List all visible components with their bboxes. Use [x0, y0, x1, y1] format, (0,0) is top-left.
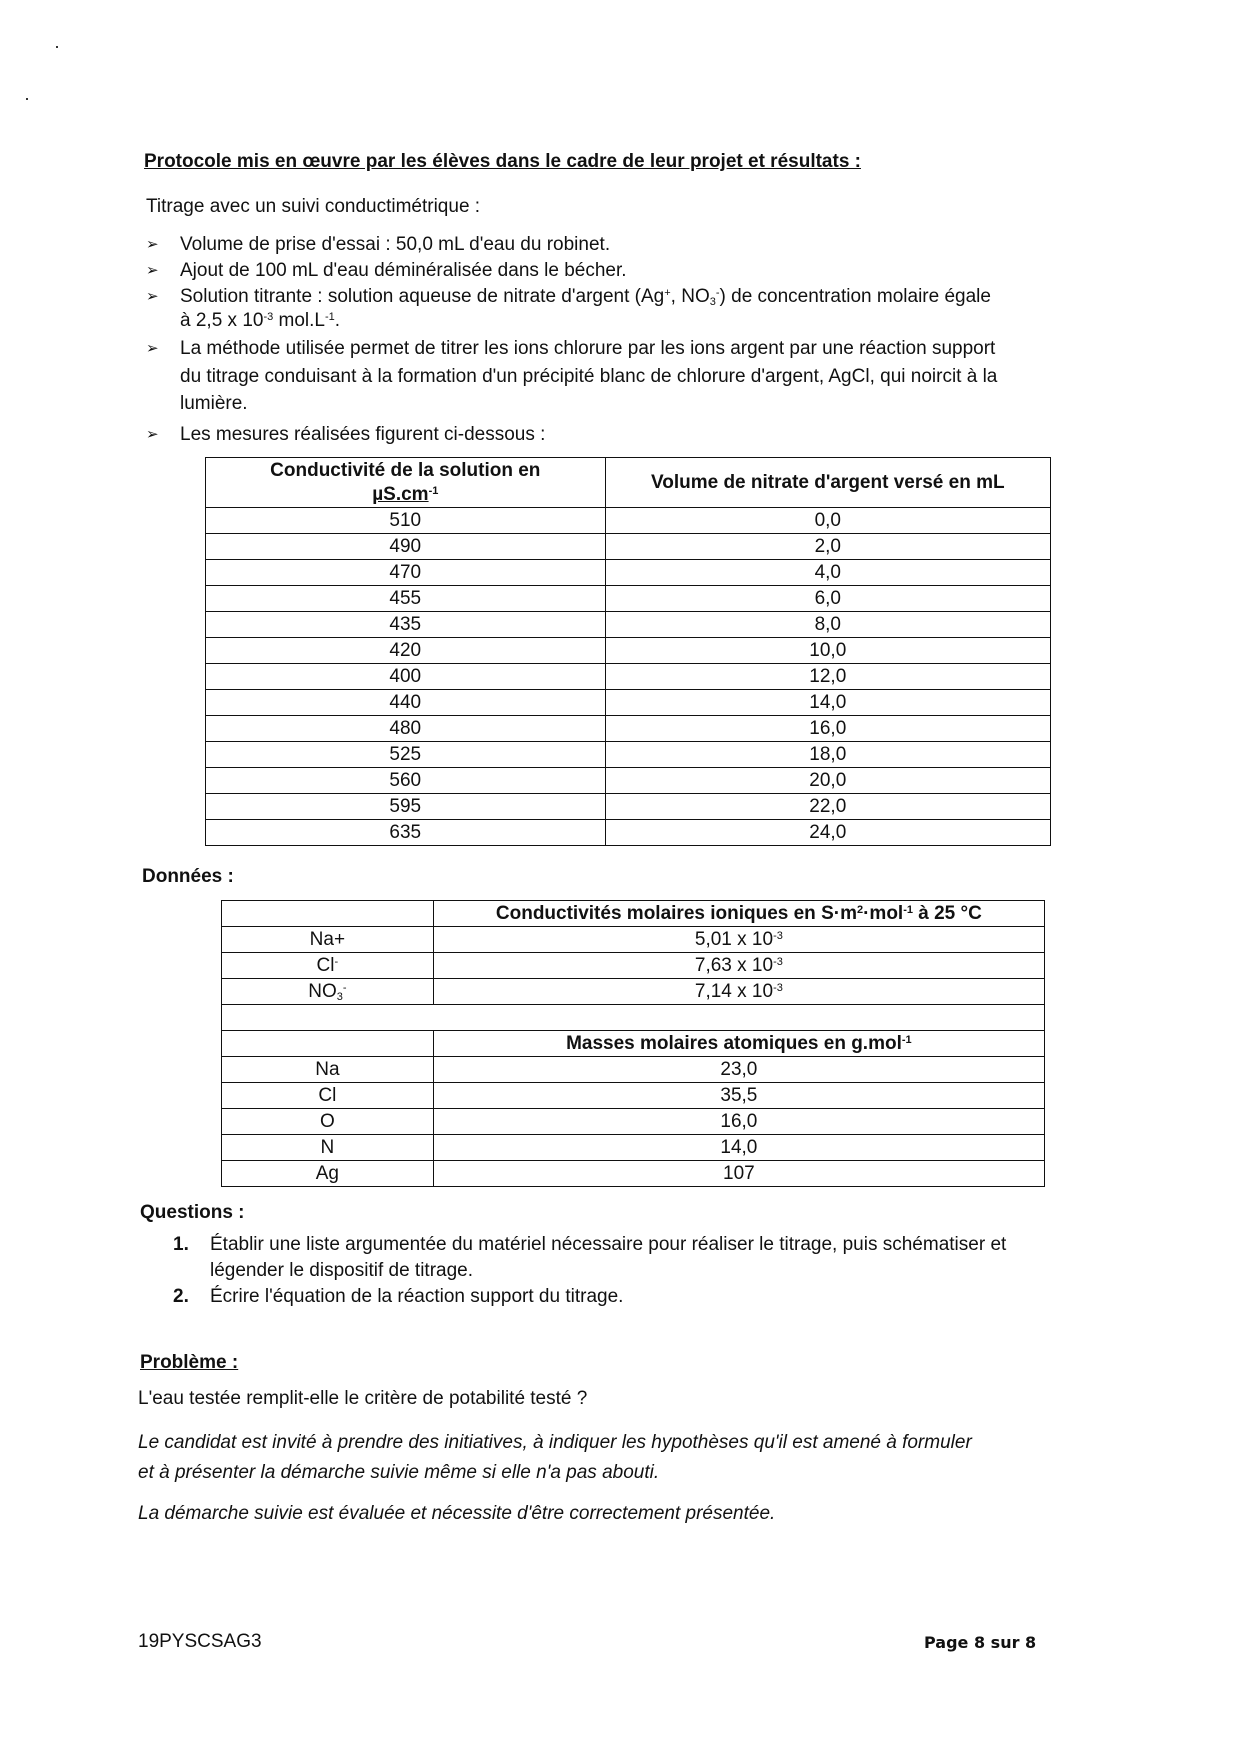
cell-volume: 8,0 [605, 612, 1050, 638]
probleme-instruction-continued: et à présenter la démarche suivie même si elle n'a pas abouti. [138, 1462, 660, 1483]
bullet-arrow-icon: ➢ [146, 426, 159, 443]
superscript: -1 [428, 484, 439, 497]
cell-conductivity: 525 [206, 742, 606, 768]
cell-conductivity: 420 [206, 638, 606, 664]
probleme-label: Problème : [140, 1352, 239, 1373]
probleme-question: L'eau testée remplit-elle le critère de potabilité testé ? [138, 1388, 588, 1409]
table-row [222, 1109, 1045, 1135]
table-header-row [222, 1031, 1045, 1057]
superscript: - [342, 981, 347, 994]
cell-conductivity: 490 [206, 534, 606, 560]
cell-conductivity: 400 [206, 664, 606, 690]
text-fragment: Solution titrante : solution aqueuse de nitrate d'argent (Ag [180, 286, 665, 307]
cell-ion [222, 979, 434, 1005]
text-fragment: ) de concentration molaire égale [719, 286, 991, 307]
cell-volume: 4,0 [605, 560, 1050, 586]
footer-page-number: Page 8 sur 8 [924, 1633, 1037, 1652]
cell-conductivity: 455 [206, 586, 606, 612]
column-header-volume: Volume de nitrate d'argent versé en mL [605, 458, 1050, 508]
table-row [206, 742, 1051, 768]
cell-conductivity: 595 [206, 794, 606, 820]
scan-speck [26, 98, 28, 100]
cell-ion [222, 953, 434, 979]
measures-table [205, 457, 1051, 846]
table-row [206, 820, 1051, 846]
table-row [206, 560, 1051, 586]
text-fragment: mol.L [273, 310, 325, 331]
table-row [206, 612, 1051, 638]
value-text: 7,63 x 10 [694, 954, 774, 976]
cell-volume: 16,0 [605, 716, 1050, 742]
cell-conductivity: 510 [206, 508, 606, 534]
cell-mass-value: 23,0 [433, 1057, 1044, 1083]
value-text: 7,14 x 10 [694, 980, 774, 1002]
text-fragment: à 2,5 x 10 [180, 310, 264, 331]
empty-cell [222, 1005, 1045, 1031]
cell-element: Ag [222, 1161, 434, 1187]
cell-volume: 24,0 [605, 820, 1050, 846]
table-row [206, 664, 1051, 690]
table-row [206, 586, 1051, 612]
bullet-item: Les mesures réalisées figurent ci-dessous : [180, 424, 546, 445]
cell-conductivity-value [433, 927, 1044, 953]
table-row [222, 953, 1045, 979]
question-number: 1. [173, 1234, 189, 1255]
cell-volume: 6,0 [605, 586, 1050, 612]
column-header-masses [433, 1031, 1044, 1057]
header-unit: µS.cm [372, 483, 429, 505]
superscript: -1 [324, 311, 335, 323]
cell-volume: 2,0 [605, 534, 1050, 560]
table-header-row [206, 458, 1051, 508]
superscript: -3 [263, 311, 274, 323]
column-header-conductivity [206, 458, 606, 508]
bullet-item [180, 286, 991, 308]
cell-element: Cl [222, 1083, 434, 1109]
cell-mass-value: 35,5 [433, 1083, 1044, 1109]
table-row [206, 768, 1051, 794]
table-row [222, 979, 1045, 1005]
header-text: à 25 °C [912, 902, 982, 924]
bullet-arrow-icon: ➢ [146, 288, 159, 305]
cell-conductivity-value [433, 979, 1044, 1005]
header-text: Conductivités molaires ioniques en S·m [495, 902, 857, 924]
superscript: -3 [773, 929, 783, 942]
donnees-label: Données : [142, 866, 234, 887]
probleme-evaluation: La démarche suivie est évaluée et nécessite d'être correctement présentée. [138, 1503, 776, 1524]
table-row [222, 1083, 1045, 1109]
table-header-row [222, 901, 1045, 927]
cell-volume: 12,0 [605, 664, 1050, 690]
cell-volume: 10,0 [605, 638, 1050, 664]
superscript: - [715, 287, 720, 299]
superscript: -1 [901, 1033, 912, 1046]
text-fragment: . [334, 310, 341, 331]
cell-volume: 18,0 [605, 742, 1050, 768]
cell-conductivity: 470 [206, 560, 606, 586]
table-row [222, 1057, 1045, 1083]
header-text: Conductivité de la solution en [270, 459, 541, 481]
probleme-instruction: Le candidat est invité à prendre des initiatives, à indiquer les hypothèses qu'il est amené à formuler [138, 1432, 972, 1453]
section-heading: Protocole mis en œuvre par les élèves dans le cadre de leur projet et résultats : [144, 151, 861, 172]
table-row [206, 716, 1051, 742]
table-row [206, 690, 1051, 716]
superscript: 2 [856, 903, 864, 916]
bullet-item-continued [180, 310, 340, 332]
empty-cell [222, 1031, 434, 1057]
ion-symbol: NO [308, 980, 337, 1002]
column-header-conductivities [433, 901, 1044, 927]
cell-conductivity: 440 [206, 690, 606, 716]
scan-speck [56, 46, 58, 48]
bullet-item-continued: du titrage conduisant à la formation d'un précipité blanc de chlorure d'argent, AgCl, qui noircit à la [180, 366, 998, 387]
table-row [206, 794, 1051, 820]
cell-mass-value: 14,0 [433, 1135, 1044, 1161]
header-text: Masses molaires atomiques en g.mol [566, 1032, 902, 1054]
cell-element: N [222, 1135, 434, 1161]
cell-element: O [222, 1109, 434, 1135]
superscript: -3 [773, 955, 783, 968]
bullet-item: Ajout de 100 mL d'eau déminéralisée dans le bécher. [180, 260, 627, 281]
cell-ion [222, 927, 434, 953]
header-text: ·mol [863, 902, 904, 924]
ion-symbol: Na+ [309, 928, 346, 950]
cell-element: Na [222, 1057, 434, 1083]
cell-mass-value: 107 [433, 1161, 1044, 1187]
bullet-item: Volume de prise d'essai : 50,0 mL d'eau du robinet. [180, 234, 611, 255]
table-row [206, 534, 1051, 560]
question-text: Écrire l'équation de la réaction support du titrage. [210, 1286, 624, 1307]
questions-label: Questions : [140, 1202, 245, 1223]
table-row [222, 927, 1045, 953]
cell-volume: 22,0 [605, 794, 1050, 820]
bullet-item: La méthode utilisée permet de titrer les ions chlorure par les ions argent par une réaction support [180, 338, 996, 359]
bullet-arrow-icon: ➢ [146, 262, 159, 279]
intro-text: Titrage avec un suivi conductimétrique : [146, 196, 481, 217]
empty-cell [222, 901, 434, 927]
bullet-arrow-icon: ➢ [146, 236, 159, 253]
bullet-arrow-icon: ➢ [146, 340, 159, 357]
table-spacer-row [222, 1005, 1045, 1031]
ion-symbol: Cl [316, 954, 335, 976]
table-row [206, 508, 1051, 534]
data-table [221, 900, 1045, 1187]
superscript: -1 [903, 903, 913, 916]
superscript: - [334, 955, 339, 968]
question-number: 2. [173, 1286, 189, 1307]
cell-conductivity-value [433, 953, 1044, 979]
bullet-item-continued: lumière. [180, 393, 248, 414]
subscript: 3 [336, 990, 343, 1003]
value-text: 5,01 x 10 [694, 928, 774, 950]
cell-conductivity: 435 [206, 612, 606, 638]
table-row [206, 638, 1051, 664]
table-row [222, 1161, 1045, 1187]
cell-conductivity: 560 [206, 768, 606, 794]
cell-mass-value: 16,0 [433, 1109, 1044, 1135]
cell-volume: 14,0 [605, 690, 1050, 716]
table-row [222, 1135, 1045, 1161]
subscript: 3 [709, 296, 716, 308]
cell-volume: 20,0 [605, 768, 1050, 794]
superscript: + [664, 287, 671, 299]
cell-conductivity: 635 [206, 820, 606, 846]
text-fragment: , NO [670, 286, 710, 307]
question-text: Établir une liste argumentée du matériel nécessaire pour réaliser le titrage, puis schématiser et [210, 1234, 1007, 1255]
cell-conductivity: 480 [206, 716, 606, 742]
cell-volume: 0,0 [605, 508, 1050, 534]
superscript: -3 [773, 981, 783, 994]
footer-code: 19PYSCSAG3 [138, 1631, 262, 1652]
question-text-continued: légender le dispositif de titrage. [210, 1260, 473, 1281]
